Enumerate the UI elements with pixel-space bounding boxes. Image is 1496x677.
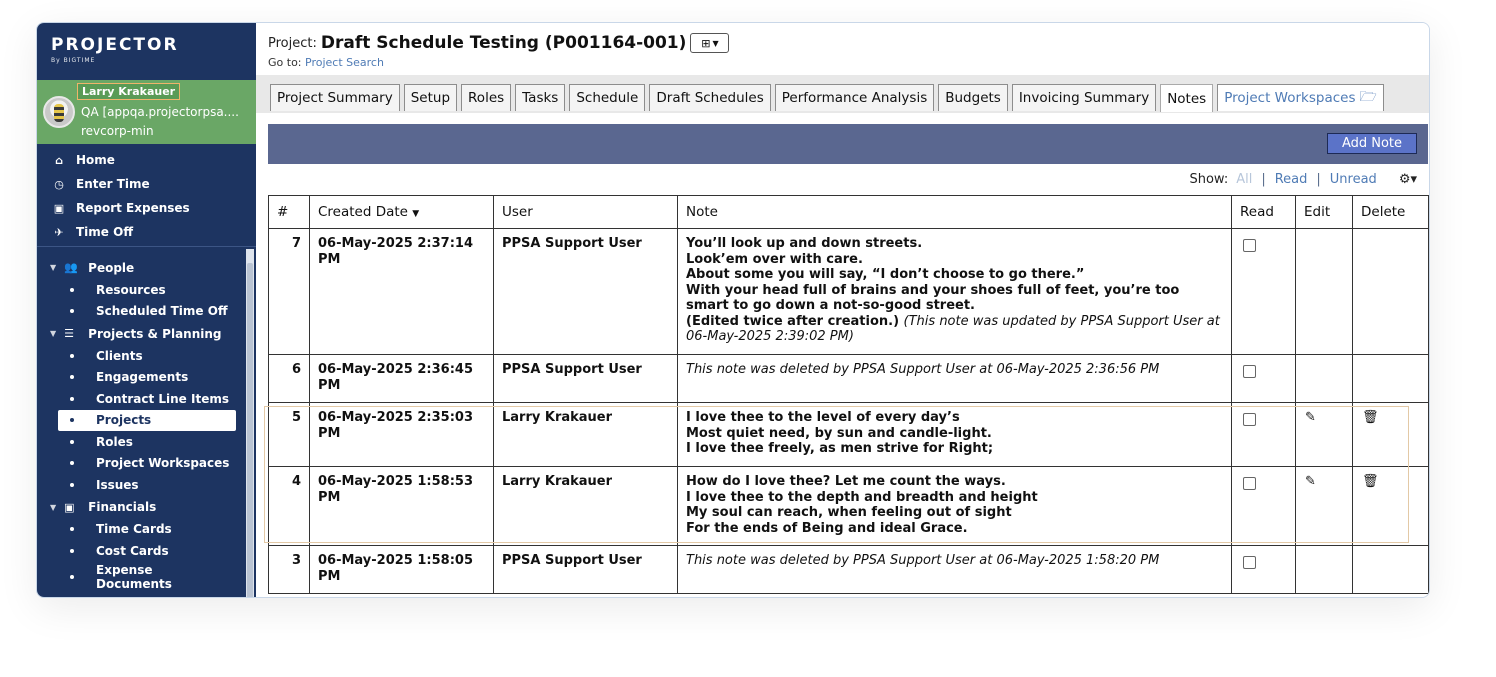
tab-schedule[interactable]: Schedule [569, 84, 645, 111]
nav-label: Time Off [76, 225, 134, 239]
date-text: 06-May-2025 2:36:45 [318, 362, 473, 377]
tabs-bar [256, 75, 1430, 113]
col-label: Created Date [318, 204, 408, 220]
bullet-icon [70, 288, 74, 292]
note-line: I love thee to the level of every day’s [686, 410, 960, 425]
nav-label: Home [76, 153, 115, 167]
goto-label: Go to: [268, 56, 302, 69]
chevron-down-icon: ▼ [50, 329, 57, 338]
project-header [268, 33, 729, 69]
sidebar-item-label: Cost Cards [96, 543, 169, 558]
date-text: 06-May-2025 1:58:05 [318, 553, 473, 568]
user-box[interactable] [37, 80, 256, 144]
hierarchy-dropdown-button[interactable] [690, 33, 729, 53]
read-checkbox[interactable] [1243, 413, 1256, 426]
show-label: Show: [1189, 172, 1229, 187]
row-delete [1353, 229, 1429, 355]
row-note [678, 467, 1232, 546]
user-org: revcorp-min [81, 124, 154, 138]
sidebar-item-label-line2: Documents [96, 576, 172, 591]
row-number: 7 [269, 229, 310, 355]
note-line: Look’em over with care. [686, 251, 863, 267]
tab-budgets[interactable]: Budgets [938, 84, 1008, 111]
row-edit [1296, 467, 1353, 546]
note-line: About some you will say, “I don’t choose to go there.” [686, 267, 1085, 282]
edit-icon[interactable]: ✎ [1305, 474, 1316, 489]
trash-icon[interactable]: 🗑 [1362, 410, 1379, 425]
group-label: People [88, 260, 135, 275]
row-read [1232, 546, 1296, 594]
scrollbar-thumb[interactable] [247, 263, 253, 597]
sidebar-divider [37, 246, 256, 247]
bullet-icon [70, 440, 74, 444]
table-row [269, 229, 1429, 355]
col-read: Read [1232, 196, 1296, 229]
app-frame [36, 22, 1430, 598]
table-row [269, 467, 1429, 546]
notes-action-bar [268, 124, 1428, 164]
add-note-button[interactable]: Add Note [1327, 133, 1417, 154]
table-row [269, 355, 1429, 403]
row-number: 4 [269, 467, 310, 546]
row-note [678, 229, 1232, 355]
date-ampm: PM [318, 251, 341, 267]
row-number: 5 [269, 403, 310, 467]
row-created-date [310, 403, 494, 467]
date-ampm: PM [318, 425, 341, 441]
show-filter [1189, 172, 1417, 187]
goto-line [268, 56, 729, 69]
row-delete [1353, 546, 1429, 594]
row-number: 3 [269, 546, 310, 594]
sidebar-item-issues[interactable] [37, 474, 244, 496]
sidebar-item-label: Roles [96, 434, 133, 449]
project-label: Project: [268, 35, 317, 51]
sidebar-item-roles[interactable] [37, 431, 244, 453]
bullet-icon [70, 483, 74, 487]
sort-desc-icon: ▼ [412, 209, 420, 219]
sidebar-item-label [96, 563, 172, 591]
plane-icon: ✈ [54, 225, 64, 239]
col-delete: Delete [1353, 196, 1429, 229]
tab-performance-analysis[interactable]: Performance Analysis [775, 84, 934, 111]
folder-open-icon: 🗁 [1359, 89, 1377, 105]
list-icon: ☰ [64, 327, 75, 340]
bullet-icon [70, 397, 74, 401]
money-icon: ▣ [53, 201, 65, 215]
date-text: 06-May-2025 2:35:03 [318, 410, 473, 425]
row-user: PPSA Support User [494, 229, 678, 355]
avatar[interactable] [43, 96, 75, 128]
col-created-date[interactable] [310, 196, 494, 229]
money-icon: ▣ [64, 500, 75, 514]
home-icon: ⌂ [55, 153, 63, 167]
note-line: For the ends of Being and ideal Grace. [686, 520, 968, 536]
chevron-down-icon: ▼ [712, 38, 719, 48]
user-environment: QA [appqa.projectorpsa.... [81, 105, 239, 119]
row-edit [1296, 403, 1353, 467]
row-delete [1353, 467, 1429, 546]
main-nav [37, 148, 256, 244]
sidebar-item-expense-documents[interactable] [37, 562, 244, 592]
logo[interactable] [51, 35, 179, 64]
sidebar-item-engagements[interactable] [37, 367, 244, 389]
sidebar-item-label-line1: Expense [96, 562, 153, 577]
row-edit [1296, 229, 1353, 355]
row-created-date [310, 467, 494, 546]
nav-time-off[interactable] [37, 220, 256, 244]
sidebar-item-project-workspaces[interactable] [37, 453, 244, 475]
col-user[interactable]: User [494, 196, 678, 229]
date-ampm: PM [318, 568, 341, 584]
row-edit [1296, 355, 1353, 403]
nav-label: Report Expenses [76, 201, 190, 215]
table-row [269, 403, 1429, 467]
bullet-icon [70, 461, 74, 465]
row-note: This note was deleted by PPSA Support User at 06-May-2025 2:36:56 PM [678, 355, 1232, 403]
nav-report-expenses[interactable] [37, 196, 256, 220]
row-delete [1353, 355, 1429, 403]
table-row [269, 546, 1429, 594]
filter-unread[interactable]: Unread [1329, 172, 1377, 187]
tab-notes[interactable]: Notes [1160, 84, 1213, 112]
main-content [256, 23, 1430, 597]
sidebar-item-label: Contract Line Items [96, 391, 229, 406]
read-checkbox[interactable] [1243, 365, 1256, 378]
bullet-icon [70, 527, 74, 531]
date-text: 06-May-2025 2:37:14 [318, 236, 473, 251]
col-edit: Edit [1296, 196, 1353, 229]
gear-icon[interactable]: ⚙▾ [1398, 172, 1417, 187]
tab-tasks[interactable]: Tasks [515, 84, 565, 111]
sidebar-item-contract-line-items[interactable] [37, 388, 244, 410]
col-note[interactable]: Note [678, 196, 1232, 229]
bullet-icon [70, 375, 74, 379]
date-text: 06-May-2025 1:58:53 [318, 474, 473, 489]
sidebar-item-clients[interactable] [37, 345, 244, 367]
group-people[interactable] [37, 256, 244, 279]
row-user: PPSA Support User [494, 546, 678, 594]
row-read [1232, 229, 1296, 355]
bullet-icon [70, 418, 74, 422]
sidebar-item-scheduled-time-off[interactable] [37, 301, 244, 323]
chevron-down-icon: ▼ [50, 263, 57, 272]
table-header-row [269, 196, 1429, 229]
group-label: Projects & Planning [88, 326, 222, 341]
sidebar [37, 23, 256, 597]
note-line: How do I love thee? Let me count the ways. [686, 474, 1006, 489]
row-delete [1353, 403, 1429, 467]
logo-subtext: By BIGTIME [51, 57, 96, 64]
note-line: You’ll look up and down streets. [686, 236, 923, 251]
note-line: Most quiet need, by sun and candle-light. [686, 425, 992, 441]
row-user: PPSA Support User [494, 355, 678, 403]
sidebar-item-label: Engagements [96, 370, 189, 385]
edited-tag: (Edited twice after creation.) [686, 313, 900, 329]
tab-invoicing-summary[interactable]: Invoicing Summary [1012, 84, 1156, 111]
sidebar-item-label: Clients [96, 348, 143, 363]
sidebar-item-label: Projects [96, 413, 152, 428]
row-read [1232, 403, 1296, 467]
bullet-icon [70, 309, 74, 313]
bullet-icon [70, 575, 74, 579]
date-ampm: PM [318, 377, 341, 393]
tab-setup[interactable]: Setup [404, 84, 457, 111]
sidebar-item-resources[interactable] [37, 279, 244, 301]
filter-read[interactable]: Read [1274, 172, 1308, 187]
read-checkbox[interactable] [1243, 239, 1256, 252]
group-projects-planning[interactable] [37, 322, 244, 345]
sidebar-item-cost-cards[interactable] [37, 540, 244, 562]
note-line: My soul can reach, when feeling out of sight [686, 505, 1012, 520]
date-ampm: PM [318, 489, 341, 505]
bullet-icon [70, 354, 74, 358]
sidebar-item-label: Issues [96, 477, 139, 492]
col-num: # [269, 196, 310, 229]
logo-text: PROJECTOR [51, 35, 179, 55]
edit-icon[interactable]: ✎ [1305, 410, 1316, 425]
sidebar-item-time-cards[interactable] [37, 519, 244, 541]
tab-draft-schedules[interactable]: Draft Schedules [649, 84, 770, 111]
note-line: I love thee freely, as men strive for Right; [686, 441, 994, 456]
tab-project-workspaces[interactable] [1217, 84, 1384, 111]
notes-table [268, 195, 1429, 594]
row-read [1232, 355, 1296, 403]
row-created-date [310, 355, 494, 403]
bullet-icon [70, 549, 74, 553]
chevron-down-icon: ▼ [50, 502, 57, 512]
project-search-link[interactable]: Project Search [305, 56, 384, 69]
group-label: Financials [88, 500, 157, 514]
read-checkbox[interactable] [1243, 556, 1256, 569]
clock-icon: ◷ [54, 177, 64, 191]
edited-info: (This note was updated by PPSA Support User at 06-May-2025 2:39:02 PM) [686, 313, 1220, 344]
nav-enter-time[interactable] [37, 172, 256, 196]
nav-home[interactable] [37, 148, 256, 172]
people-icon: 👥 [64, 261, 78, 274]
filter-separator: | [1261, 172, 1266, 187]
tab-project-summary[interactable]: Project Summary [270, 84, 400, 111]
user-name[interactable]: Larry Krakauer [77, 83, 180, 100]
row-created-date [310, 229, 494, 355]
row-user: Larry Krakauer [494, 467, 678, 546]
row-created-date [310, 546, 494, 594]
row-note: This note was deleted by PPSA Support User at 06-May-2025 1:58:20 PM [678, 546, 1232, 594]
filter-separator: | [1316, 172, 1321, 187]
row-edit [1296, 546, 1353, 594]
tab-label: Project Workspaces [1224, 90, 1356, 106]
sidebar-item-label: Resources [96, 282, 166, 297]
row-read [1232, 467, 1296, 546]
filter-all[interactable]: All [1236, 172, 1253, 187]
trash-icon[interactable]: 🗑 [1362, 474, 1379, 489]
note-line: I love thee to the depth and breadth and height [686, 489, 1038, 505]
tab-roles[interactable]: Roles [461, 84, 511, 111]
row-user: Larry Krakauer [494, 403, 678, 467]
nav-label: Enter Time [76, 177, 150, 191]
sidebar-item-label: Scheduled Time Off [96, 304, 228, 319]
note-line: With your head full of brains and your shoes full of feet, you’re too smart to go down a not-so-good street. [686, 282, 1180, 313]
nav-tree [37, 256, 244, 592]
sidebar-item-projects[interactable] [58, 410, 236, 432]
sidebar-scrollbar[interactable] [246, 249, 254, 597]
sidebar-item-label: Project Workspaces [96, 456, 230, 471]
row-number: 6 [269, 355, 310, 403]
group-financials[interactable] [37, 496, 244, 519]
sidebar-item-label: Time Cards [96, 522, 172, 537]
read-checkbox[interactable] [1243, 477, 1256, 490]
page-title: Draft Schedule Testing (P001164-001) [320, 33, 687, 53]
tabs [270, 84, 1388, 112]
row-note [678, 403, 1232, 467]
hierarchy-icon: ⊞ [701, 36, 711, 50]
